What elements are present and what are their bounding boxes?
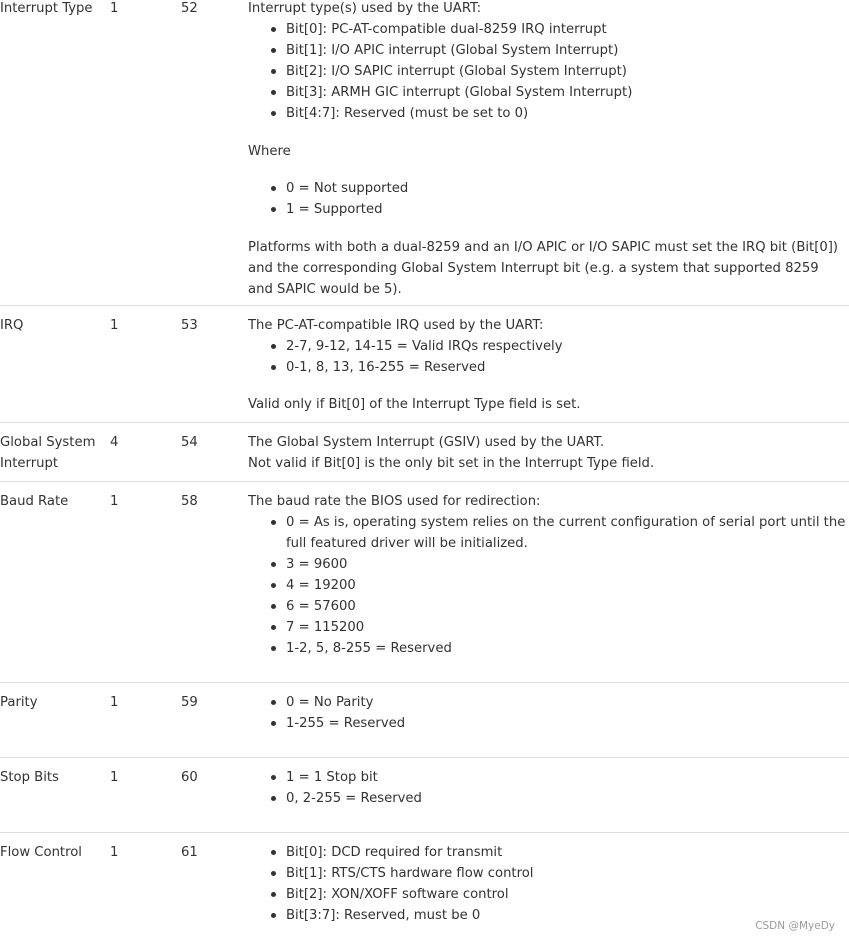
list-item: Bit[2]: XON/XOFF software control bbox=[286, 884, 848, 905]
list-item: Bit[1]: RTS/CTS hardware flow control bbox=[286, 863, 848, 884]
list-item: Bit[3]: ARMH GIC interrupt (Global System Interrupt) bbox=[286, 82, 848, 103]
value-list bbox=[248, 692, 848, 734]
list-item: 0-1, 8, 13, 16-255 = Reserved bbox=[286, 357, 848, 378]
field-description bbox=[248, 842, 848, 926]
field-description bbox=[248, 692, 848, 734]
list-item: Bit[2]: I/O SAPIC interrupt (Global System Interrupt) bbox=[286, 61, 848, 82]
description-intro: Interrupt type(s) used by the UART: bbox=[248, 1, 482, 16]
field-length: 1 bbox=[110, 695, 119, 710]
field-length: 1 bbox=[110, 845, 119, 860]
description-intro: The PC-AT-compatible IRQ used by the UART: bbox=[248, 318, 544, 333]
description-note: Platforms with both a dual-8259 and an I/O APIC or I/O SAPIC must set the IRQ bit (Bit[0]) and the corresponding Global System Interrupt bit (e.g. a system that supported 8259 and SAPIC would be 5). bbox=[248, 240, 839, 297]
field-name: Parity bbox=[0, 695, 38, 710]
bit-list bbox=[248, 19, 848, 124]
description-intro: The baud rate the BIOS used for redirection: bbox=[248, 494, 541, 509]
field-length: 4 bbox=[110, 435, 119, 450]
field-name: Interrupt Type bbox=[0, 1, 93, 16]
field-description bbox=[248, 767, 848, 809]
field-name: Flow Control bbox=[0, 845, 82, 860]
field-description bbox=[248, 491, 848, 659]
list-item: Bit[0]: DCD required for transmit bbox=[286, 842, 848, 863]
field-name-line: Global System bbox=[0, 435, 96, 450]
field-name: Stop Bits bbox=[0, 770, 59, 785]
field-description bbox=[248, 315, 848, 415]
field-description bbox=[248, 432, 848, 474]
field-length: 1 bbox=[110, 770, 119, 785]
list-item: 7 = 115200 bbox=[286, 617, 848, 638]
value-list bbox=[248, 336, 848, 378]
list-item: 1-2, 5, 8-255 = Reserved bbox=[286, 638, 848, 659]
watermark: CSDN @MyeDy bbox=[755, 920, 835, 932]
table-row-stop-bits bbox=[0, 758, 849, 833]
field-length: 1 bbox=[110, 318, 119, 333]
table-row-baud-rate bbox=[0, 482, 849, 683]
value-list bbox=[248, 512, 848, 659]
field-description bbox=[248, 0, 848, 300]
table-row-global-system-interrupt bbox=[0, 423, 849, 482]
list-item: Bit[1]: I/O APIC interrupt (Global System Interrupt) bbox=[286, 40, 848, 61]
list-item: 3 = 9600 bbox=[286, 554, 848, 575]
table-row-interrupt-type bbox=[0, 0, 849, 306]
list-item: 1 = Supported bbox=[286, 199, 848, 220]
field-name: Baud Rate bbox=[0, 494, 69, 509]
table-row-irq bbox=[0, 306, 849, 423]
field-offset: 54 bbox=[181, 435, 198, 450]
list-item: 4 = 19200 bbox=[286, 575, 848, 596]
value-list bbox=[248, 178, 848, 220]
list-item: 1 = 1 Stop bit bbox=[286, 767, 848, 788]
field-name bbox=[0, 432, 108, 474]
description-line: The Global System Interrupt (GSIV) used by the UART. bbox=[248, 435, 605, 450]
list-item: 0 = Not supported bbox=[286, 178, 848, 199]
field-offset: 61 bbox=[181, 845, 198, 860]
table-row-parity bbox=[0, 683, 849, 758]
field-length: 1 bbox=[110, 494, 119, 509]
list-item: Bit[4:7]: Reserved (must be set to 0) bbox=[286, 103, 848, 124]
bit-list bbox=[248, 842, 848, 926]
list-item: 1-255 = Reserved bbox=[286, 713, 848, 734]
list-item: 0 = As is, operating system relies on the current configuration of serial port until the full featured driver will be initialized. bbox=[286, 512, 848, 554]
field-offset: 58 bbox=[181, 494, 198, 509]
list-item: Bit[3:7]: Reserved, must be 0 bbox=[286, 905, 848, 926]
field-name: IRQ bbox=[0, 318, 24, 333]
description-note: Valid only if Bit[0] of the Interrupt Type field is set. bbox=[248, 397, 581, 412]
description-where: Where bbox=[248, 144, 291, 159]
value-list bbox=[248, 767, 848, 809]
list-item: Bit[0]: PC-AT-compatible dual-8259 IRQ interrupt bbox=[286, 19, 848, 40]
field-name-line: Interrupt bbox=[0, 456, 59, 471]
field-offset: 52 bbox=[181, 1, 198, 16]
list-item: 0, 2-255 = Reserved bbox=[286, 788, 848, 809]
list-item: 2-7, 9-12, 14-15 = Valid IRQs respectively bbox=[286, 336, 848, 357]
field-offset: 59 bbox=[181, 695, 198, 710]
field-length: 1 bbox=[110, 1, 119, 16]
table-row-flow-control bbox=[0, 833, 849, 933]
list-item: 6 = 57600 bbox=[286, 596, 848, 617]
list-item: 0 = No Parity bbox=[286, 692, 848, 713]
field-offset: 60 bbox=[181, 770, 198, 785]
description-line: Not valid if Bit[0] is the only bit set in the Interrupt Type field. bbox=[248, 456, 655, 471]
field-offset: 53 bbox=[181, 318, 198, 333]
